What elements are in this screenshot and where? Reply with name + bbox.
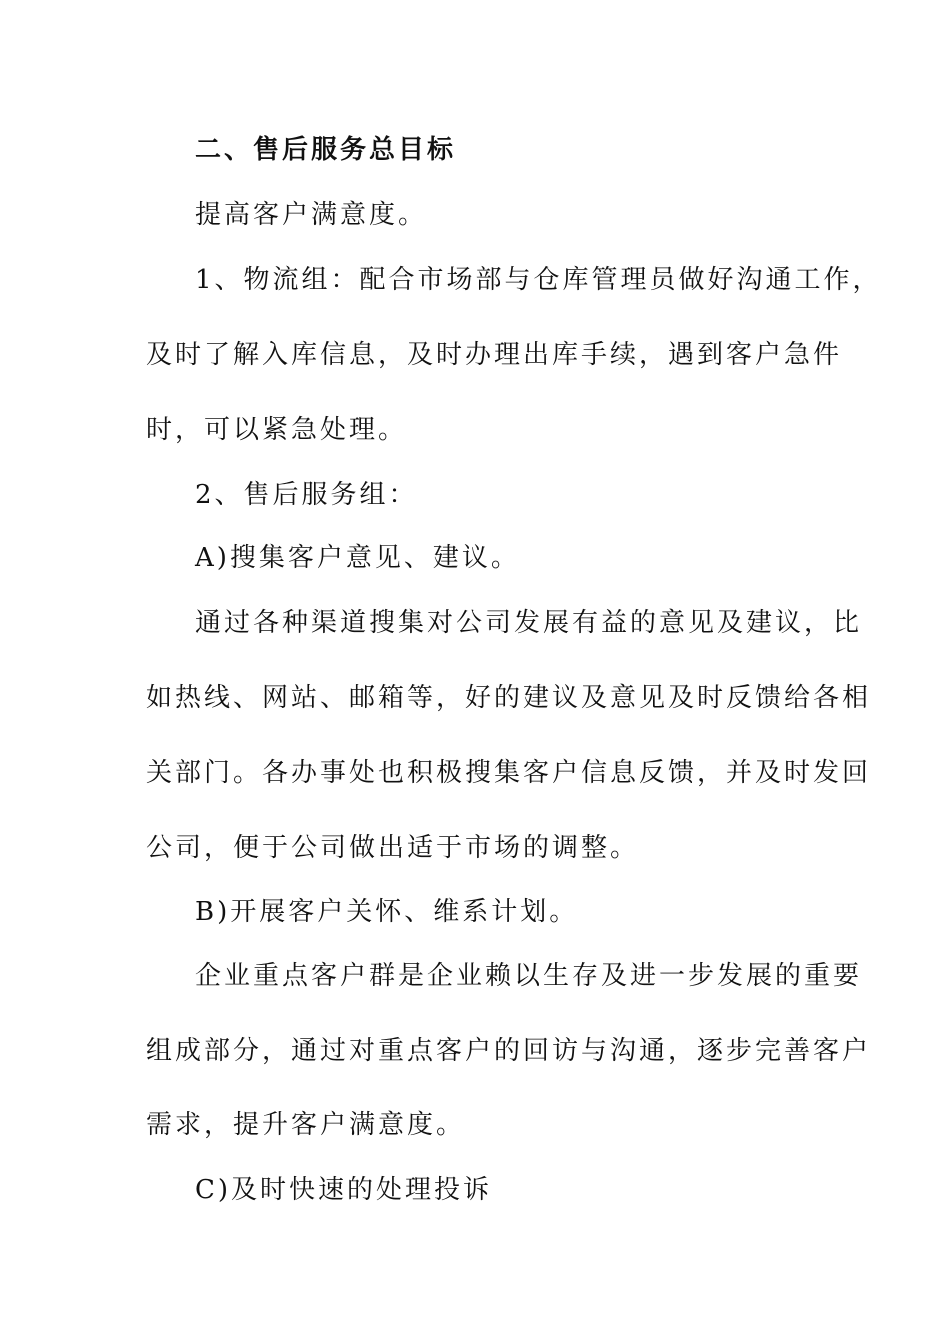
paragraph-line: 公司，便于公司做出适于市场的调整。: [146, 833, 640, 863]
paragraph-line: 如热线、网站、邮箱等，好的建议及意见及时反馈给各相: [146, 683, 872, 713]
paragraph-line: 及时了解入库信息，及时办理出库手续，遇到客户急件: [146, 340, 843, 370]
paragraph-line: 企业重点客户群是企业赖以生存及进一步发展的重要: [195, 961, 863, 991]
paragraph-line: 关部门。各办事处也积极搜集客户信息反馈，并及时发回: [146, 758, 872, 788]
paragraph-line: 时，可以紧急处理。: [146, 415, 408, 445]
paragraph-line: 组成部分，通过对重点客户的回访与沟通，逐步完善客户: [146, 1036, 872, 1066]
paragraph-line: 2、售后服务组：: [195, 480, 418, 510]
subsection-line: C)及时快速的处理投诉: [195, 1175, 493, 1205]
subsection-line: A)搜集客户意见、建议。: [195, 543, 520, 573]
paragraph-line: 1、物流组：配合市场部与仓库管理员做好沟通工作，: [195, 265, 882, 295]
paragraph-line: 通过各种渠道搜集对公司发展有益的意见及建议，比: [195, 608, 863, 638]
section-heading: 二、售后服务总目标: [195, 135, 457, 165]
paragraph-line: 提高客户满意度。: [195, 200, 428, 230]
paragraph-line: 需求，提升客户满意度。: [146, 1110, 466, 1140]
subsection-line: B)开展客户关怀、维系计划。: [195, 897, 579, 927]
